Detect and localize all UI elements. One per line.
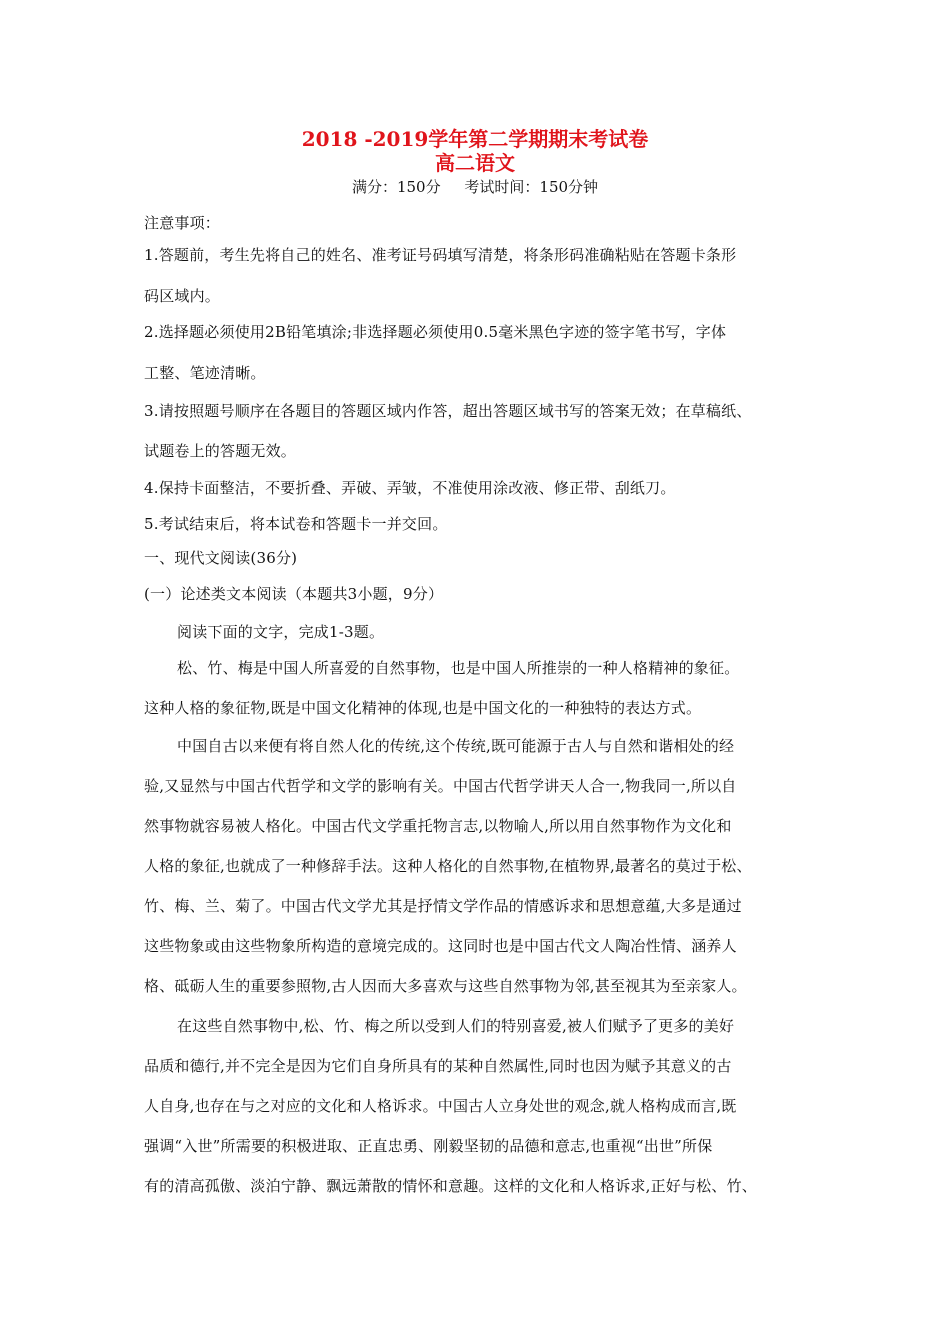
reading-instruction: 阅读下面的文字，完成1-3题。 (177, 623, 385, 641)
paragraph-line: 竹、梅、兰、菊了。中国古代文学尤其是抒情文学作品的情感诉求和思想意蕴,大多是通过 (144, 897, 742, 915)
notice-item-2-cont: 工整、笔迹清晰。 (144, 364, 266, 382)
paragraph-line: 然事物就容易被人格化。中国古代文学重托物言志,以物喻人,所以用自然事物作为文化和 (144, 817, 732, 835)
paragraph-line: 品质和德行,并不完全是因为它们自身所具有的某种自然属性,同时也因为赋予其意义的古 (144, 1057, 732, 1075)
exam-title: 2018 -2019学年第二学期期末考试卷 (301, 127, 649, 151)
paragraph-line: 这种人格的象征物,既是中国文化精神的体现,也是中国文化的一种独特的表达方式。 (144, 699, 702, 717)
paragraph-line: 验,又显然与中国古代哲学和文学的影响有关。中国古代哲学讲天人合一,物我同一,所以自 (144, 777, 737, 795)
score-time-info: 满分：150分 考试时间：150分钟 (351, 178, 599, 196)
section-heading: 一、现代文阅读(36分) (144, 549, 298, 567)
notice-item-5: 5.考试结束后，将本试卷和答题卡一并交回。 (144, 515, 448, 533)
paragraph-line: 这些物象或由这些物象所构造的意境完成的。这同时也是中国古代文人陶冶性情、涵养人 (144, 937, 737, 955)
paragraph-line: 有的清高孤傲、淡泊宁静、飘远萧散的情怀和意趣。这样的文化和人格诉求,正好与松、竹、 (144, 1177, 757, 1195)
paragraph-line: 松、竹、梅是中国人所喜爱的自然事物，也是中国人所推崇的一种人格精神的象征。 (177, 659, 740, 677)
paragraph-line: 人自身,也存在与之对应的文化和人格诉求。中国古人立身处世的观念,就人格构成而言,既 (144, 1097, 737, 1115)
subsection-heading: (一）论述类文本阅读（本题共3小题，9分） (144, 585, 444, 603)
paragraph-line: 在这些自然事物中,松、竹、梅之所以受到人们的特别喜爱,被人们赋予了更多的美好 (177, 1017, 735, 1035)
notice-heading: 注意事项： (144, 214, 221, 232)
subject-title: 高二语文 (435, 151, 515, 175)
notice-item-3-cont: 试题卷上的答题无效。 (144, 442, 297, 460)
notice-item-2: 2.选择题必须使用2B铅笔填涂;非选择题必须使用0.5毫米黑色字迹的签字笔书写，字体 (144, 323, 727, 341)
notice-item-1-cont: 码区域内。 (144, 287, 221, 305)
paragraph-line: 中国自古以来便有将自然人化的传统,这个传统,既可能源于古人与自然和谐相处的经 (177, 737, 735, 755)
notice-item-1: 1.答题前，考生先将自己的姓名、准考证号码填写清楚，将条形码准确粘贴在答题卡条形 (144, 246, 737, 264)
paragraph-line: 强调“入世”所需要的积极进取、正直忠勇、刚毅坚韧的品德和意志,也重视“出世”所保 (144, 1137, 713, 1155)
notice-item-4: 4.保持卡面整洁，不要折叠、弄破、弄皱，不准使用涂改液、修正带、刮纸刀。 (144, 479, 676, 497)
notice-item-3: 3.请按照题号顺序在各题目的答题区域内作答，超出答题区域书写的答案无效；在草稿纸、 (144, 402, 752, 420)
paragraph-line: 格、砥砺人生的重要参照物,古人因而大多喜欢与这些自然事物为邻,甚至视其为至亲家人。 (144, 977, 747, 995)
paragraph-line: 人格的象征,也就成了一种修辞手法。这种人格化的自然事物,在植物界,最著名的莫过于松、 (144, 857, 752, 875)
